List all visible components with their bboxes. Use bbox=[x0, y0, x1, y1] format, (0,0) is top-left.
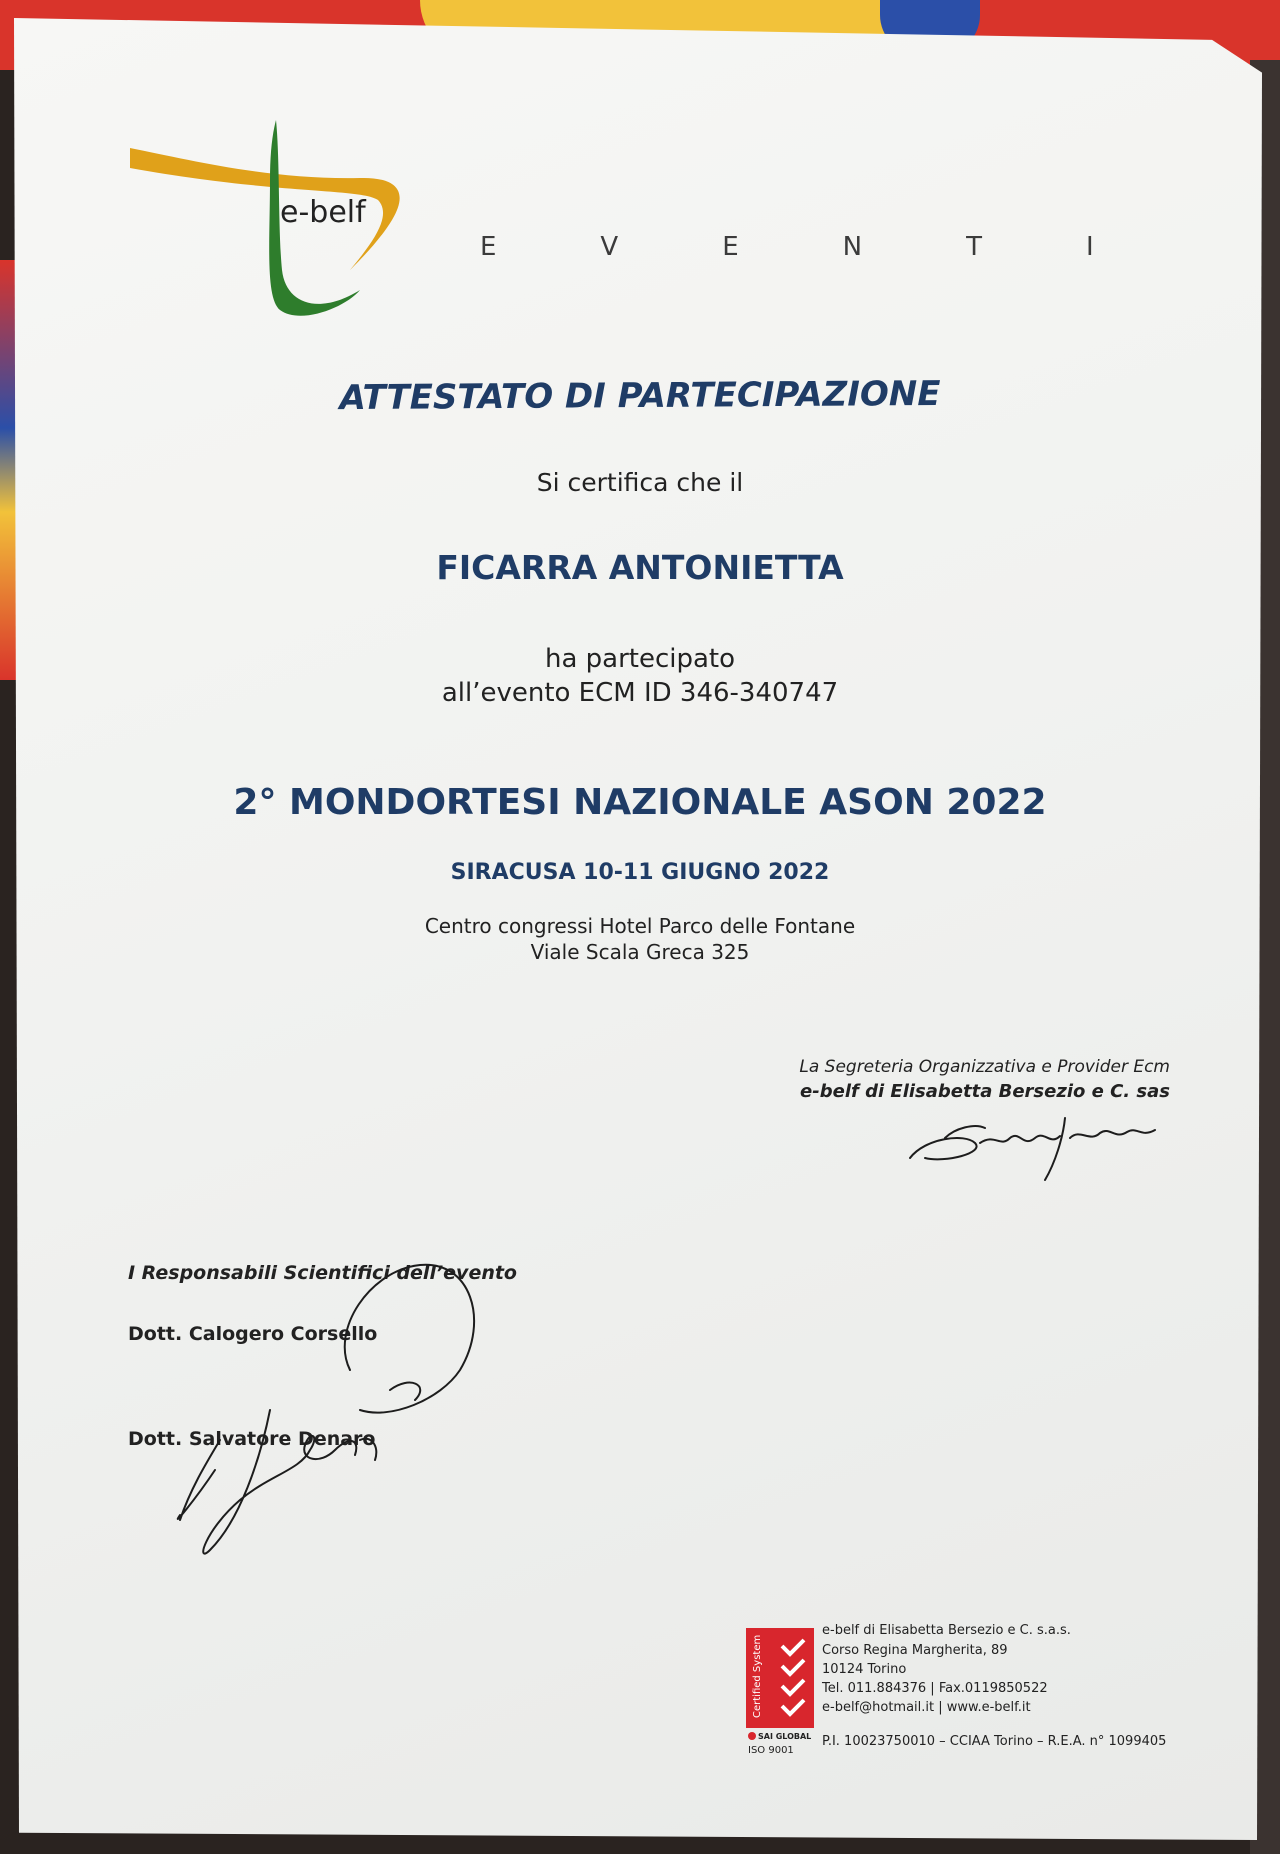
venue-line-1: Centro congressi Hotel Parco delle Fontane bbox=[424, 914, 856, 938]
ebelf-logo bbox=[130, 120, 460, 330]
doctor-2-name: Dott. Salvatore Denaro bbox=[128, 1428, 376, 1450]
event-id-text: all’evento ECM ID 346-340747 bbox=[441, 678, 839, 708]
logo-subtitle: EVENTI bbox=[480, 232, 1198, 262]
footer-registry: P.I. 10023750010 – CCIAA Torino – R.E.A. n° 1099405 bbox=[822, 1734, 1167, 1749]
certificate-intro: Si certifica che il bbox=[536, 468, 744, 497]
doctor-1-name: Dott. Calogero Corsello bbox=[128, 1323, 378, 1345]
footer-address: Corso Regina Margherita, 89 bbox=[822, 1643, 1008, 1658]
doctor-2-signature bbox=[160, 1380, 420, 1560]
footer-phone: Tel. 011.884376 | Fax.0119850522 bbox=[822, 1681, 1048, 1696]
badge-dot-icon bbox=[748, 1732, 756, 1740]
badge-text: Certified System bbox=[752, 1634, 763, 1718]
badge-org: SAI GLOBAL bbox=[758, 1732, 812, 1741]
provider-role: La Segreteria Organizzativa e Provider Ecm bbox=[799, 1057, 1170, 1077]
certificate-title: ATTESTATO DI PARTECIPAZIONE bbox=[339, 373, 941, 419]
participated-text: ha partecipato bbox=[544, 644, 736, 674]
footer-company: e-belf di Elisabetta Bersezio e C. s.a.s. bbox=[822, 1623, 1071, 1638]
provider-signature bbox=[905, 1108, 1175, 1188]
footer-city: 10124 Torino bbox=[822, 1662, 907, 1677]
iso-certification-badge bbox=[746, 1628, 814, 1758]
footer-contacts: e-belf@hotmail.it | www.e-belf.it bbox=[822, 1700, 1031, 1715]
venue-line-2: Viale Scala Greca 325 bbox=[530, 940, 750, 964]
event-place-date: SIRACUSA 10-11 GIUGNO 2022 bbox=[450, 860, 830, 885]
event-name: 2° MONDORTESI NAZIONALE ASON 2022 bbox=[233, 782, 1047, 823]
provider-name: e-belf di Elisabetta Bersezio e C. sas bbox=[800, 1081, 1170, 1102]
participant-name: FICARRA ANTONIETTA bbox=[436, 548, 844, 587]
responsabili-title: I Responsabili Scientifici dell’evento bbox=[128, 1262, 517, 1284]
logo-brand: e-belf bbox=[280, 195, 366, 230]
badge-standard: ISO 9001 bbox=[748, 1745, 794, 1756]
